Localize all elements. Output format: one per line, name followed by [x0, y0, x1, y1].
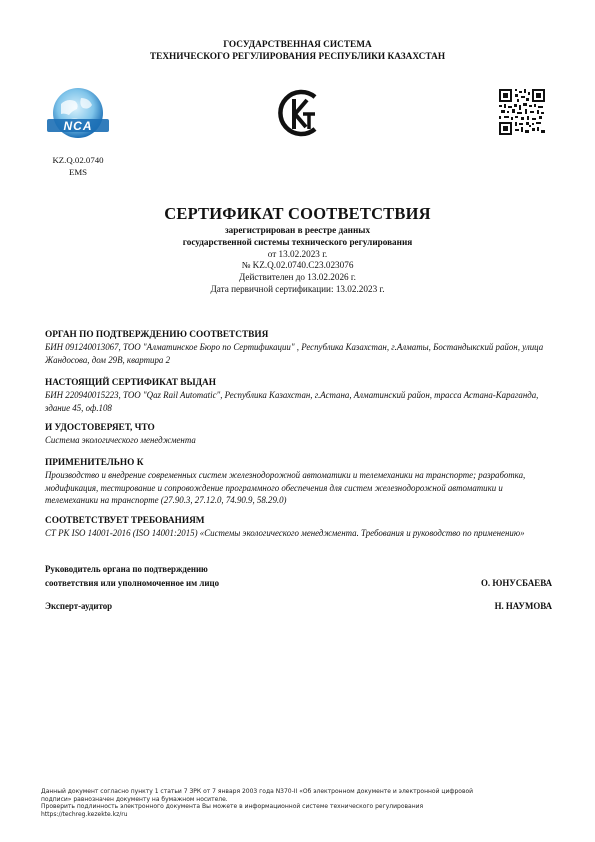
- ncr-logo-text: NCA: [63, 119, 93, 133]
- legal-footer: [41, 788, 561, 818]
- accreditation-scheme: EMS: [68, 167, 88, 177]
- section-issued-to: [45, 377, 557, 414]
- section-applies-to: [45, 457, 557, 507]
- registration-line-2: государственной системы технического регулирования: [182, 236, 413, 247]
- certificate-number: № KZ.Q.02.0740.С23.023076: [241, 260, 354, 271]
- section-certifies: [45, 422, 557, 447]
- head-name: О. ЮНУСБАЕВА: [480, 578, 552, 588]
- qr-code: [499, 89, 545, 135]
- section-heading: ПРИМЕНИТЕЛЬНО К: [45, 458, 144, 468]
- section-text: БИН 091240013067, ТОО "Алматинское Бюро по Сертификации" , Республика Казахстан, г.Алматы, Бостандыкский район, улица Жандосова, дом 29В, квартира 2: [45, 342, 544, 365]
- registration-block: [0, 225, 595, 296]
- valid-until: Действителен до 13.02.2026 г.: [239, 272, 356, 283]
- accreditation-code: KZ.Q.02.0740: [52, 155, 104, 165]
- footer-line-1: Данный документ согласно пункту 1 статьи 7 ЗРК от 7 января 2003 года N370-II «Об электронном документе и электронной цифровой: [41, 788, 474, 795]
- section-heading: И УДОСТОВЕРЯЕТ, ЧТО: [45, 423, 155, 433]
- registration-line-1: зарегистрирован в реестре данных: [224, 225, 371, 235]
- kst-mark: [274, 87, 324, 139]
- head-title-line-2: соответствия или уполномоченное им лицо: [45, 578, 220, 588]
- section-text: БИН 220940015223, ТОО "Qaz Rail Automatic", Республика Казахстан, г.Астана, Алматинский район, трасса Астана-Караганда, здание 45, оф.108: [45, 390, 539, 413]
- qr-code-icon: [499, 89, 545, 135]
- expert-name: Н. НАУМОВА: [494, 601, 552, 611]
- head-title-row: [45, 576, 552, 590]
- header-line-1: ГОСУДАРСТВЕННАЯ СИСТЕМА: [223, 40, 372, 50]
- header-line-2: ТЕХНИЧЕСКОГО РЕГУЛИРОВАНИЯ РЕСПУБЛИКИ КАЗАХСТАН: [149, 52, 446, 62]
- first-certification-date: Дата первичной сертификации: 13.02.2023 г.: [210, 283, 385, 294]
- system-header: [0, 39, 595, 63]
- ncr-globe-icon: [43, 86, 113, 146]
- certificate-title: СЕРТИФИКАТ СООТВЕТСТВИЯ: [164, 204, 431, 223]
- footer-line-2: подписи» равнозначен документу на бумажном носителе.: [41, 795, 228, 803]
- signature-head: [45, 562, 552, 590]
- ncr-code-block: [38, 154, 118, 178]
- section-heading: СООТВЕТСТВУЕТ ТРЕБОВАНИЯМ: [45, 516, 205, 526]
- registration-date: от 13.02.2023 г.: [267, 248, 328, 259]
- expert-row: [45, 599, 552, 613]
- section-complies-with: [45, 515, 557, 540]
- head-title-line-1: Руководитель органа по подтверждению: [45, 564, 208, 574]
- footer-line-3: Проверить подлинность электронного документа Вы можете в информационной системе технического регулирования: [41, 803, 424, 811]
- verification-link[interactable]: https://techreg.kezekte.kz/ru: [41, 810, 128, 818]
- section-text: Производство и внедрение современных систем железнодорожной автоматики и телемеханики на транспорте; разработка, модификация, тестирование и сопровождение программного обеспечения для систем железнодорожной автоматики и телемеханики на транспорте (27.90.3, 27.12.0, 74.90.9, 58.29.0): [45, 470, 526, 505]
- section-certification-body: [45, 329, 557, 366]
- signature-expert: [45, 599, 552, 613]
- expert-label: Эксперт-аудитор: [45, 601, 113, 611]
- section-heading: ОРГАН ПО ПОДТВЕРЖДЕНИЮ СООТВЕТСТВИЯ: [45, 330, 269, 340]
- section-text: Система экологического менеджмента: [45, 435, 196, 445]
- section-text: СТ РК ISO 14001-2016 (ISO 14001:2015) «Системы экологического менеджмента. Требования и руководство по применению»: [45, 528, 525, 538]
- kst-mark-icon: [274, 87, 324, 139]
- section-heading: НАСТОЯЩИЙ СЕРТИФИКАТ ВЫДАН: [45, 378, 216, 388]
- ncr-logo: [43, 86, 113, 146]
